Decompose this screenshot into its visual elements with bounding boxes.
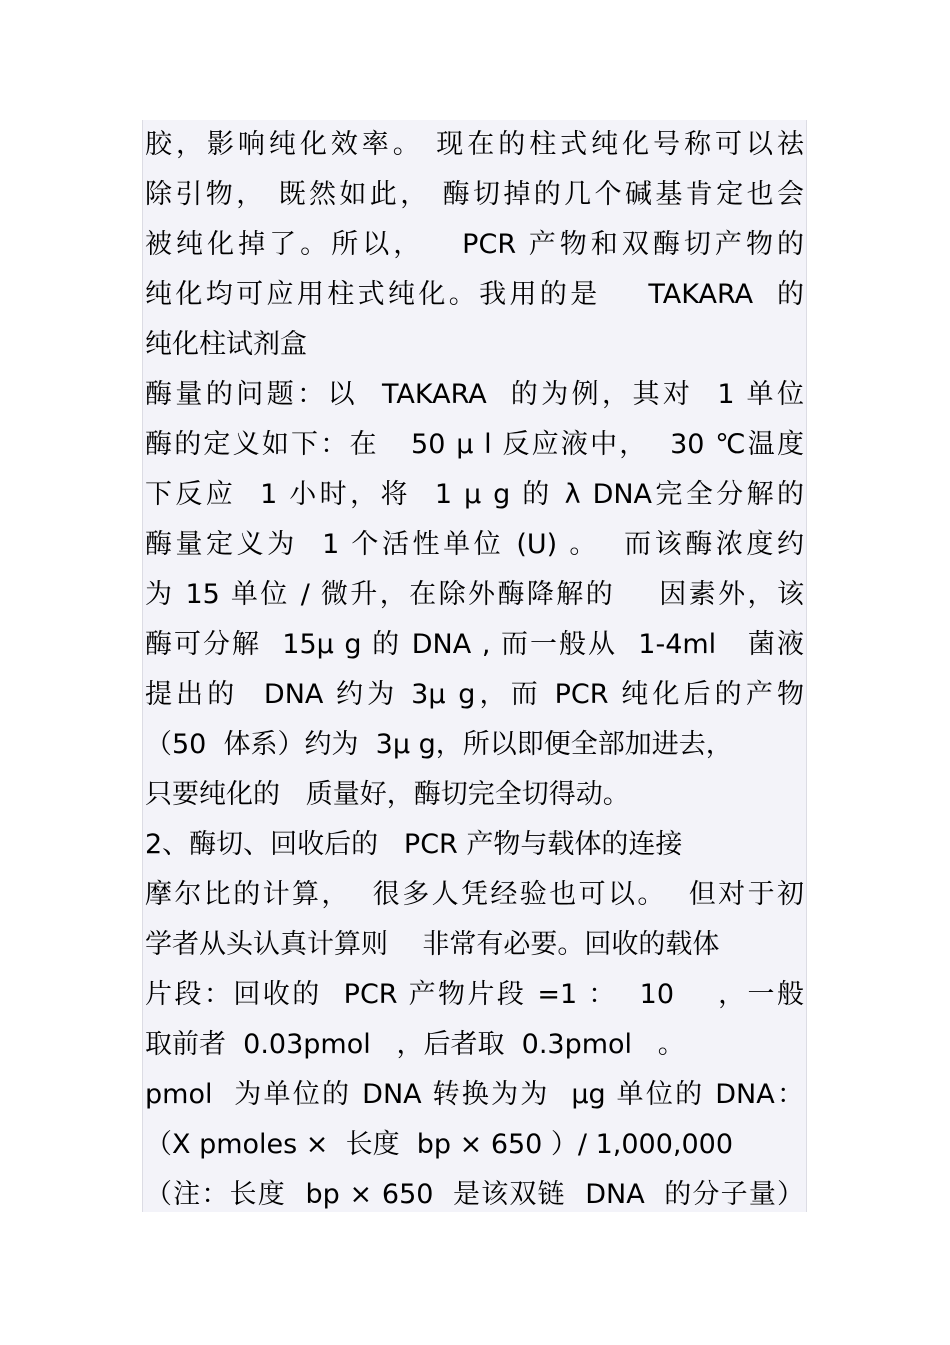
text-line-22: （注：长度 bp × 650 是该双链 DNA 的分子量） <box>145 1179 804 1210</box>
document-text-block <box>142 120 807 1212</box>
text-line-6: 酶量的问题：以 TAKARA 的为例，其对 1 单位 <box>145 379 804 410</box>
text-line-2: 除引物， 既然如此， 酶切掉的几个碱基肯定也会 <box>145 179 804 210</box>
text-line-7: 酶的定义如下：在 50 μ l 反应液中， 30 ℃温度 <box>145 429 804 460</box>
text-line-11: 酶可分解 15μ g 的 DNA , 而一般从 1-4ml 菌液 <box>145 629 804 660</box>
text-line-9: 酶量定义为 1 个活性单位 (U) 。 而该酶浓度约 <box>145 529 804 560</box>
text-line-19: 取前者 0.03pmol ，后者取 0.3pmol 。 <box>145 1029 685 1060</box>
text-line-5: 纯化柱试剂盒 <box>145 329 307 360</box>
text-line-18: 片段：回收的 PCR 产物片段 =1 ： 10 ，一般 <box>145 979 804 1010</box>
text-line-16: 摩尔比的计算， 很多人凭经验也可以。 但对于初 <box>145 879 804 910</box>
text-line-8: 下反应 1 小时，将 1 μ g 的 λ DNA完全分解的 <box>145 479 804 510</box>
text-line-15: 2、酶切、回收后的 PCR 产物与载体的连接 <box>145 829 683 860</box>
text-line-14: 只要纯化的 质量好，酶切完全切得动。 <box>145 779 630 810</box>
text-line-10: 为 15 单位 / 微升，在除外酶降解的 因素外，该 <box>145 579 804 610</box>
text-line-3: 被纯化掉了。所以， PCR 产物和双酶切产物的 <box>145 229 804 260</box>
text-line-13: （50 体系）约为 3μ g，所以即便全部加进去， <box>145 729 733 760</box>
text-line-21: （X pmoles × 长度 bp × 650 ）/ 1,000,000 <box>145 1129 734 1160</box>
text-line-17: 学者从头认真计算则 非常有必要。回收的载体 <box>145 929 720 960</box>
text-line-20: pmol 为单位的 DNA 转换为为 μg 单位的 DNA： <box>145 1079 804 1110</box>
text-line-12: 提出的 DNA 约为 3μ g，而 PCR 纯化后的产物 <box>145 679 804 710</box>
text-line-4: 纯化均可应用柱式纯化。我用的是 TAKARA 的 <box>145 279 804 310</box>
text-line-1: 胶，影响纯化效率。 现在的柱式纯化号称可以祛 <box>145 129 804 160</box>
